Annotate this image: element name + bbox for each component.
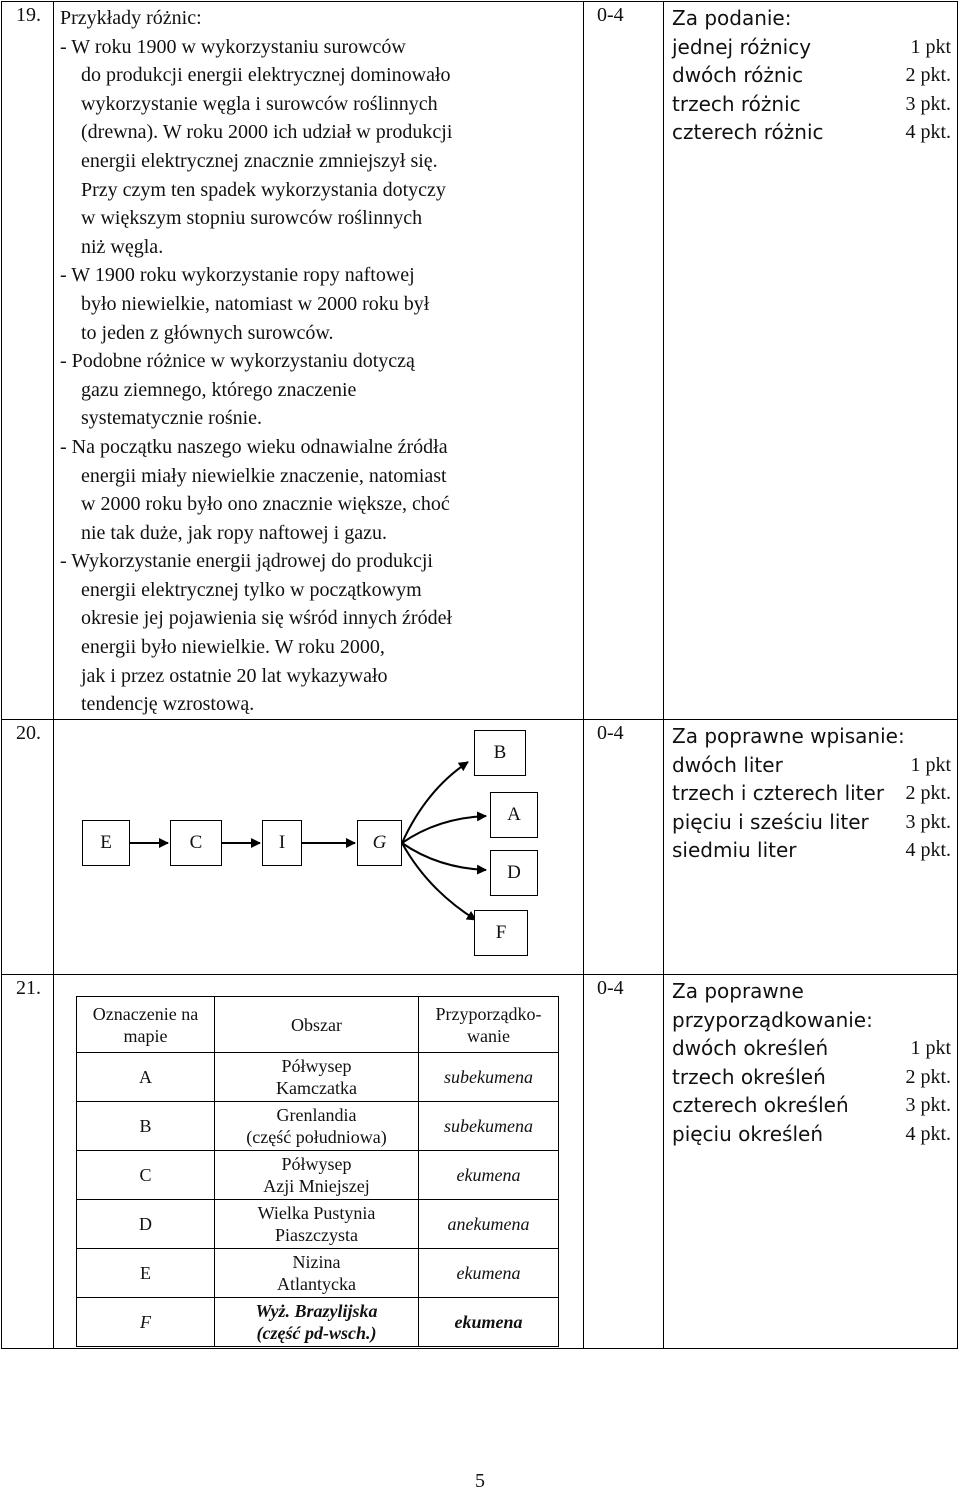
assignment-cell: subekumena: [419, 1102, 559, 1151]
assignment-cell: subekumena: [419, 1053, 559, 1102]
mark-cell: A: [77, 1053, 215, 1102]
q21-criterion: [672, 1063, 951, 1092]
q20-criteria-title: Za poprawne wpisanie:: [672, 724, 905, 748]
q19-line: - Podobne różnice w wykorzystaniu dotyczą: [60, 350, 415, 373]
box-g: G: [357, 820, 402, 866]
criterion-points: 3 pkt.: [905, 92, 951, 115]
area-line: Półwysep: [281, 1154, 352, 1174]
mark-cell: B: [77, 1102, 215, 1151]
mark-cell: C: [77, 1151, 215, 1200]
assignment-cell: anekumena: [419, 1200, 559, 1249]
page-number: 5: [475, 1470, 485, 1492]
box-c: C: [170, 820, 222, 866]
area-line: Półwysep: [281, 1056, 352, 1076]
criterion-label: czterech różnic: [672, 120, 824, 145]
q19-line: energii elektrycznej tylko w początkowym: [81, 578, 422, 601]
q19-line: gazu ziemnego, którego znaczenie: [81, 378, 357, 401]
table-row: [77, 1200, 559, 1249]
area-cell: [215, 1151, 419, 1200]
criterion-points: 1 pkt: [910, 35, 951, 58]
q21-number: 21.: [2, 975, 54, 1349]
q19-line: do produkcji energii elektrycznej dominowało: [81, 64, 451, 87]
q19-line: wykorzystanie węgla i surowców roślinnych: [81, 92, 438, 115]
criterion-points: 3 pkt.: [905, 1094, 951, 1117]
area-line: (część pd-wsch.): [256, 1323, 377, 1343]
q19-line: jak i przez ostatnie 20 lat wykazywało: [81, 664, 388, 687]
table-row: [77, 1249, 559, 1298]
area-cell: [215, 1102, 419, 1151]
area-line: Grenlandia: [276, 1105, 357, 1125]
box-f: F: [474, 910, 528, 956]
arrow-g-b: [402, 762, 468, 843]
q19-line: - Na początku naszego wieku odnawialne źródła: [60, 435, 448, 458]
criterion-label: czterech określeń: [672, 1093, 849, 1118]
header-area: Obszar: [215, 997, 419, 1053]
criterion-label: trzech różnic: [672, 91, 801, 116]
q21-criteria-title: Za poprawne: [672, 979, 804, 1003]
assignment-cell: ekumena: [419, 1151, 559, 1200]
arrow-g-d: [402, 843, 486, 870]
area-line: Wyż. Brazylijska: [255, 1301, 378, 1321]
criterion-points: 1 pkt: [910, 1037, 951, 1060]
q19-line: Przy czym ten spadek wykorzystania dotyczy: [81, 178, 446, 201]
q20-number: 20.: [2, 720, 54, 975]
q21-criteria-title: przyporządkowanie:: [672, 1007, 873, 1032]
q21-score: 0-4: [584, 975, 664, 1349]
q21-table: [76, 996, 559, 1347]
q19-line: (drewna). W roku 2000 ich udział w produkcji: [81, 121, 453, 144]
mark-cell: E: [77, 1249, 215, 1298]
criterion-label: dwóch liter: [672, 752, 783, 777]
q19-line: systematycznie rośnie.: [81, 407, 263, 430]
box-d: D: [490, 850, 538, 896]
q19-line: w 2000 roku było ono znacznie większe, choć: [81, 493, 450, 516]
area-line: Nizina: [292, 1252, 341, 1272]
q19-line: energii elektrycznej znacznie zmniejszył się.: [81, 149, 438, 172]
box-b: B: [474, 730, 526, 776]
q19-line: okresie jej pojawienia się wśród innych źródeł: [81, 607, 452, 630]
q21-criteria: [664, 975, 958, 1349]
q19-line: - W roku 1900 w wykorzystaniu surowców: [60, 35, 406, 58]
q19-line: energii miały niewielkie znaczenie, natomiast: [81, 464, 447, 487]
q19-line: Przykłady różnic:: [60, 7, 202, 29]
q19-score: 0-4: [584, 2, 664, 720]
q19-line: energii było niewielkie. W roku 2000,: [81, 636, 385, 659]
criterion-points: 2 pkt.: [905, 64, 951, 87]
mark-cell: F: [77, 1298, 215, 1347]
area-cell: [215, 1249, 419, 1298]
q19-line: niż węgla.: [81, 235, 164, 258]
arrow-g-f: [402, 843, 476, 920]
area-line: Piaszczysta: [275, 1225, 358, 1245]
q19-line: było niewielkie, natomiast w 2000 roku był: [81, 292, 430, 315]
criterion-label: dwóch określeń: [672, 1036, 829, 1061]
area-cell: [215, 1200, 419, 1249]
criterion-points: 3 pkt.: [905, 810, 951, 833]
area-line: Kamczatka: [276, 1078, 357, 1098]
q19-line: - W 1900 roku wykorzystanie ropy naftowej: [60, 264, 415, 287]
criterion-points: 4 pkt.: [905, 121, 951, 144]
area-line: (część południowa): [246, 1127, 387, 1147]
area-cell: [215, 1298, 419, 1347]
q19-line: to jeden z głównych surowców.: [81, 321, 334, 344]
criterion-label: dwóch różnic: [672, 63, 804, 88]
q19-line: - Wykorzystanie energii jądrowej do produkcji: [60, 550, 433, 573]
criterion-label: trzech i czterech liter: [672, 781, 885, 806]
area-line: Atlantycka: [277, 1274, 356, 1294]
assignment-cell: ekumena: [419, 1249, 559, 1298]
criterion-label: pięciu określeń: [672, 1121, 824, 1146]
q21-criterion: [672, 1120, 951, 1149]
table-row: [77, 1151, 559, 1200]
criterion-points: 4 pkt.: [905, 1122, 951, 1145]
box-e: E: [82, 820, 130, 866]
area-cell: [215, 1053, 419, 1102]
criterion-label: jednej różnicy: [672, 34, 812, 59]
criterion-label: trzech określeń: [672, 1064, 826, 1089]
criterion-points: 4 pkt.: [905, 839, 951, 862]
q19-line: w większym stopniu surowców roślinnych: [81, 207, 423, 230]
criterion-label: siedmiu liter: [672, 838, 797, 863]
criterion-points: 2 pkt.: [905, 782, 951, 805]
q19-criteria-title: Za podanie:: [672, 6, 792, 30]
header-assignment: Przyporządko-wanie: [419, 997, 559, 1053]
table-row: [77, 1298, 559, 1347]
area-line: Azji Mniejszej: [263, 1176, 370, 1196]
criterion-label: pięciu i sześciu liter: [672, 809, 869, 834]
mark-cell: D: [77, 1200, 215, 1249]
table-row: [77, 1053, 559, 1102]
q21-header-row: [77, 997, 559, 1053]
box-a: A: [490, 792, 538, 838]
q19-number: 19.: [2, 2, 54, 720]
criterion-points: 1 pkt: [910, 753, 951, 776]
assignment-cell: ekumena: [419, 1298, 559, 1347]
q20-score: 0-4: [584, 720, 664, 975]
q21-criterion: [672, 1091, 951, 1120]
area-line: Wielka Pustynia: [257, 1203, 376, 1223]
header-mark: Oznaczenie na mapie: [77, 997, 215, 1053]
q21-criterion: [672, 1034, 951, 1063]
q19-line: tendencję wzrostową.: [81, 693, 255, 716]
table-row: [77, 1102, 559, 1151]
box-i: I: [262, 820, 302, 866]
q19-line: nie tak duże, jak ropy naftowej i gazu.: [81, 521, 387, 544]
criterion-points: 2 pkt.: [905, 1065, 951, 1088]
